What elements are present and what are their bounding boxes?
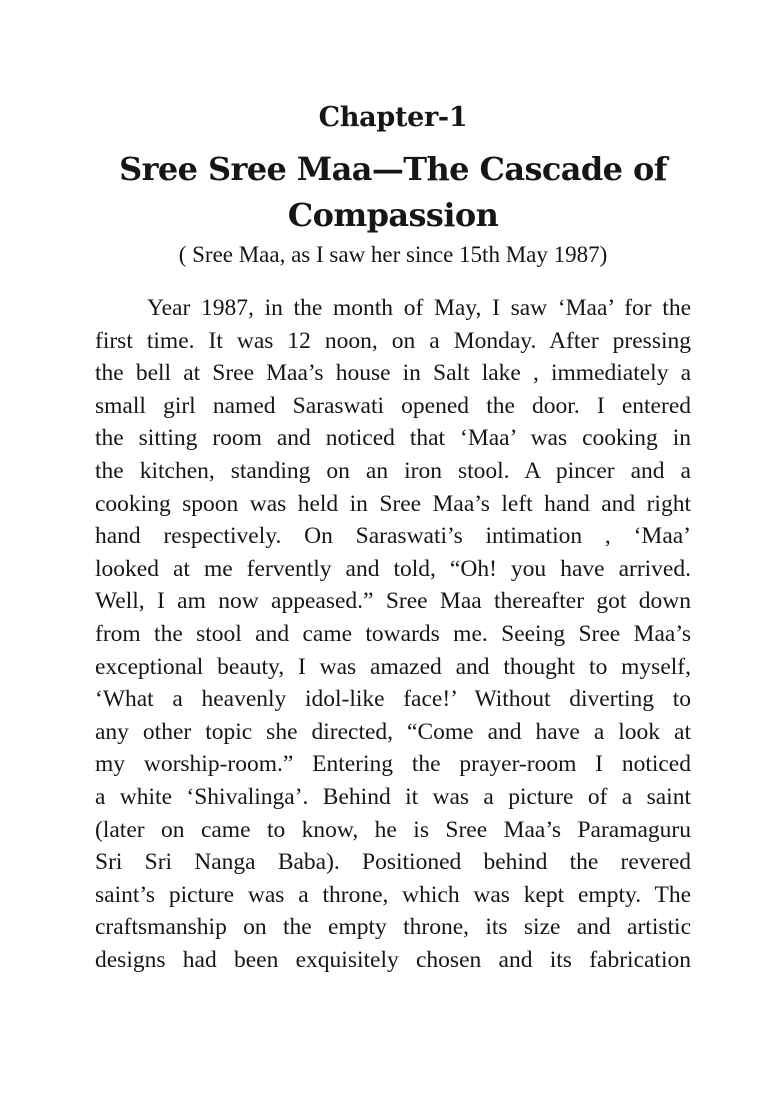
text-line: ‘What a heavenly idol-like face!’ Without diverting to [95, 686, 691, 713]
text-line: a white ‘Shivalinga’. Behind it was a picture of a saint [95, 783, 691, 810]
text-line: craftsmanship on the empty throne, its size and artistic [95, 914, 691, 941]
body-paragraph [95, 292, 691, 976]
text-line: (later on came to know, he is Sree Maa’s Paramaguru [95, 816, 691, 843]
text-line: from the stool and came towards me. Seeing Sree Maa’s [95, 620, 691, 647]
text-line: my worship-room.” Entering the prayer-room I noticed [95, 751, 691, 778]
text-line: exceptional beauty, I was amazed and thought to myself, [95, 653, 691, 680]
text-line: saint’s picture was a throne, which was kept empty. The [95, 881, 691, 908]
chapter-label: Chapter-1 [318, 102, 468, 133]
chapter-title [95, 146, 691, 238]
book-page [95, 98, 691, 976]
text-line: Sri Sri Nanga Baba). Positioned behind the revered [95, 849, 691, 876]
chapter-title-line-1: Sree Sree Maa—The Cascade of [119, 150, 667, 188]
text-line: the sitting room and noticed that ‘Maa’ was cooking in [95, 425, 691, 452]
chapter-subtitle: ( Sree Maa, as I saw her since 15th May 1987) [178, 242, 608, 267]
text-line: designs had been exquisitely chosen and its fabrication [95, 946, 691, 973]
text-line: hand respectively. On Saraswati’s intimation , ‘Maa’ [95, 523, 691, 550]
text-line: looked at me fervently and told, “Oh! you have arrived. [95, 555, 691, 582]
text-line: Well, I am now appeased.” Sree Maa thereafter got down [95, 588, 691, 615]
text-line: first time. It was 12 noon, on a Monday. After pressing [95, 327, 691, 354]
chapter-title-line-2: Compassion [287, 196, 499, 234]
text-line: the bell at Sree Maa’s house in Salt lake , immediately a [95, 360, 691, 387]
text-line: cooking spoon was held in Sree Maa’s left hand and right [95, 490, 691, 517]
text-line: the kitchen, standing on an iron stool. A pincer and a [95, 457, 691, 484]
text-line: any other topic she directed, “Come and have a look at [95, 718, 691, 745]
text-line: small girl named Saraswati opened the door. I entered [95, 392, 691, 419]
text-line: Year 1987, in the month of May, I saw ‘Maa’ for the [147, 295, 691, 321]
